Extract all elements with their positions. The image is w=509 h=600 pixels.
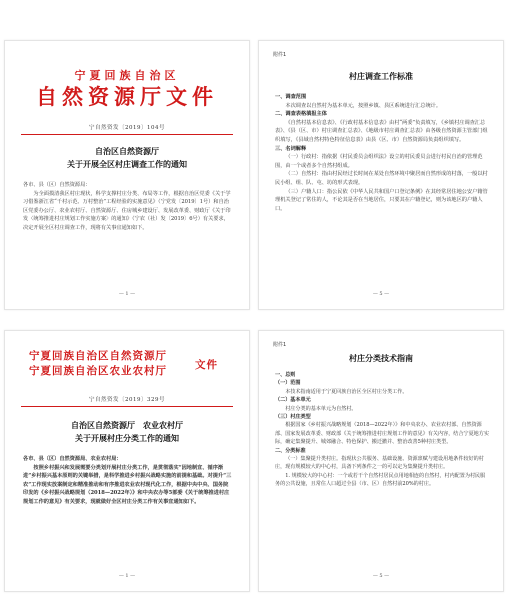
page-number: — 1 —: [118, 573, 136, 579]
body-paragraph: （一）集聚提升类村庄。指现状公共服务、基础设施、资源禀赋与建设用地条件较好的村庄，现有规模较大的中心村，具备下列条件之一的可以定为集聚提升类村庄。: [275, 456, 484, 471]
subject-line-2: 关于开展村庄分类工作的通知: [75, 433, 179, 443]
body-paragraph: 本技术指南适用于宁夏回族自治区全区村庄分类工作。: [285, 388, 408, 395]
document-page-2: [258, 40, 504, 310]
page-number: — 1 —: [118, 291, 136, 297]
document-page-3: [4, 330, 250, 592]
section-heading: 一、调查范围: [275, 94, 307, 100]
document-number: 宁自然资发〔2019〕104号: [89, 125, 165, 131]
annex-body: [275, 93, 489, 213]
body-paragraph: 根据国家《乡村振兴战略规划（2018—2022年）》和中央农办、农业农村部、自然资源部、国家发展改革委、财政部《关于统筹推进村庄规划工作的意见》有关内容，结合宁夏地方实际，确定集聚提升、城郊融合、特色保护、搬迁撤并、整治改善5种村庄类型。: [275, 422, 489, 446]
salutation: 各市、县（区）自然资源局：: [23, 182, 91, 188]
body-paragraph: 按照乡村振兴和发展需要分类划开展村庄分类工作，是贯彻落实“因地制宜、循序渐进”乡村振兴基本原则的关键举措，是科学推进乡村振兴战略实施的前提和基础。对提升“三农”工作现实放案制定和精准推动和有序推进农业农村现代化工作，根据中央中央、国务院印发的《乡村振兴战略规划（2018—2022年）》和中央农办等5部委《关于统筹推进村庄规划工作的意见》有关要求，现就做好全区村庄分类工作有关事宜通知如下。: [23, 464, 232, 505]
body-paragraph: 本次调查以自然村为基本单元，按照乡镇、县区系统进行汇总统计。: [285, 102, 442, 109]
document-page-4: [258, 330, 504, 592]
joint-issuer-header: [29, 349, 167, 379]
body-paragraph: 《自然村基本信息表》、《行政村基本信息表》由村“两委”负责填写，《乡镇村庄调查汇总表》、《县（区、市）村庄调查汇总表》、《地级市村庄调查汇总表》由各级自然资源主管部门组织填写，《县域自然村特色特征信息表》由县（区、市）自然资源局负责组织填写。: [275, 119, 488, 143]
section-heading: 二、调查表格填报主体: [275, 111, 327, 118]
section-heading: 三、名词解释: [275, 145, 307, 152]
document-subject: [5, 419, 249, 445]
section-heading: 一、总则: [275, 372, 296, 378]
section-heading: （一）范围: [275, 380, 301, 387]
section-heading: （二）基本单元: [275, 397, 311, 404]
subject-line-1: 自治区自然资源厅: [95, 146, 159, 156]
issuer-title-line: 自然资源厅文件: [36, 84, 218, 109]
annex-title: 村庄分类技术指南: [349, 353, 413, 363]
body-paragraph: 村庄分类的基本单元为自然村。: [285, 405, 357, 412]
annex-title: 村庄调查工作标准: [349, 71, 413, 81]
body-paragraph: 1. 规模较大的中心村：一个或若干个自然村居民点用地相连的自然村，村内配置为村民服务的公共设施，且常住人口超过全县（市、区）自然村前20%的村庄。: [275, 472, 486, 488]
red-divider: [21, 134, 233, 135]
subject-line-1: 自治区自然资源厅 农业农村厅: [71, 420, 183, 430]
body-paragraph: （一）行政村：指依据《村民委员会组织法》设立的村民委员会进行村民自治的管理范围，由一个或者多个自然村组成。: [275, 154, 483, 169]
issuer-line-2: 宁夏回族自治区农业农村厅: [29, 365, 167, 377]
body-paragraph: （二）自然村：指由村民经过长时间在某处自然环境中聚居而自然形成的村落，一般以村民小组、组、队、屯、坊的形式表现。: [275, 171, 488, 186]
issuer-line-1: 宁夏回族自治区自然资源厅: [29, 350, 167, 362]
red-divider: [21, 406, 233, 407]
issuer-org-line: 宁夏回族自治区: [74, 69, 180, 82]
document-subject: [5, 145, 249, 171]
annex-label: 附件1: [273, 52, 287, 58]
annex-body: [275, 371, 489, 489]
issuer-suffix: 文件: [195, 359, 218, 371]
subject-line-2: 关于开展全区村庄调查工作的通知: [67, 159, 187, 169]
body-paragraph: （三）户籍人口：指公民依《中华人民共和国户口登记条例》在其经常居住地公安户籍管理机关登记了常住的人，不论其是否在当地居住，只要其在户籍登记，则为该地区的户籍人口。: [275, 188, 488, 212]
page-number: — 5 —: [372, 291, 390, 297]
document-body: [23, 181, 233, 233]
section-heading: 二、分类标准: [275, 447, 306, 454]
section-heading: （三）村庄类型: [275, 414, 311, 421]
body-paragraph: 为全面摸清我区村庄现状，科学支撑村庄分类、布局等工作，根据自治区党委《关于学习借鉴浙江省“千村示范、万村整治”工程经验的实施意见》（宁党发〔2019〕1号）和自治区党委办公厅、农业农村厅、自然资源厅、住房城乡建设厅、发展改革委、财政厅《关于印发〈统筹推进村庄规划工作实施方案〉的通知》（宁农（社）发〔2019〕6号）有关要求，决定开展全区村庄调查工作，现将有关事宜通知如下。: [23, 190, 231, 231]
document-number: 宁自然资发〔2019〕329号: [89, 397, 165, 403]
document-body: [23, 455, 233, 507]
salutation: 各市、县（区）自然资源局、农业农村局：: [23, 456, 122, 462]
document-page-1: [4, 40, 250, 310]
page-number: — 5 —: [372, 573, 390, 579]
annex-label: 附件1: [273, 342, 287, 348]
